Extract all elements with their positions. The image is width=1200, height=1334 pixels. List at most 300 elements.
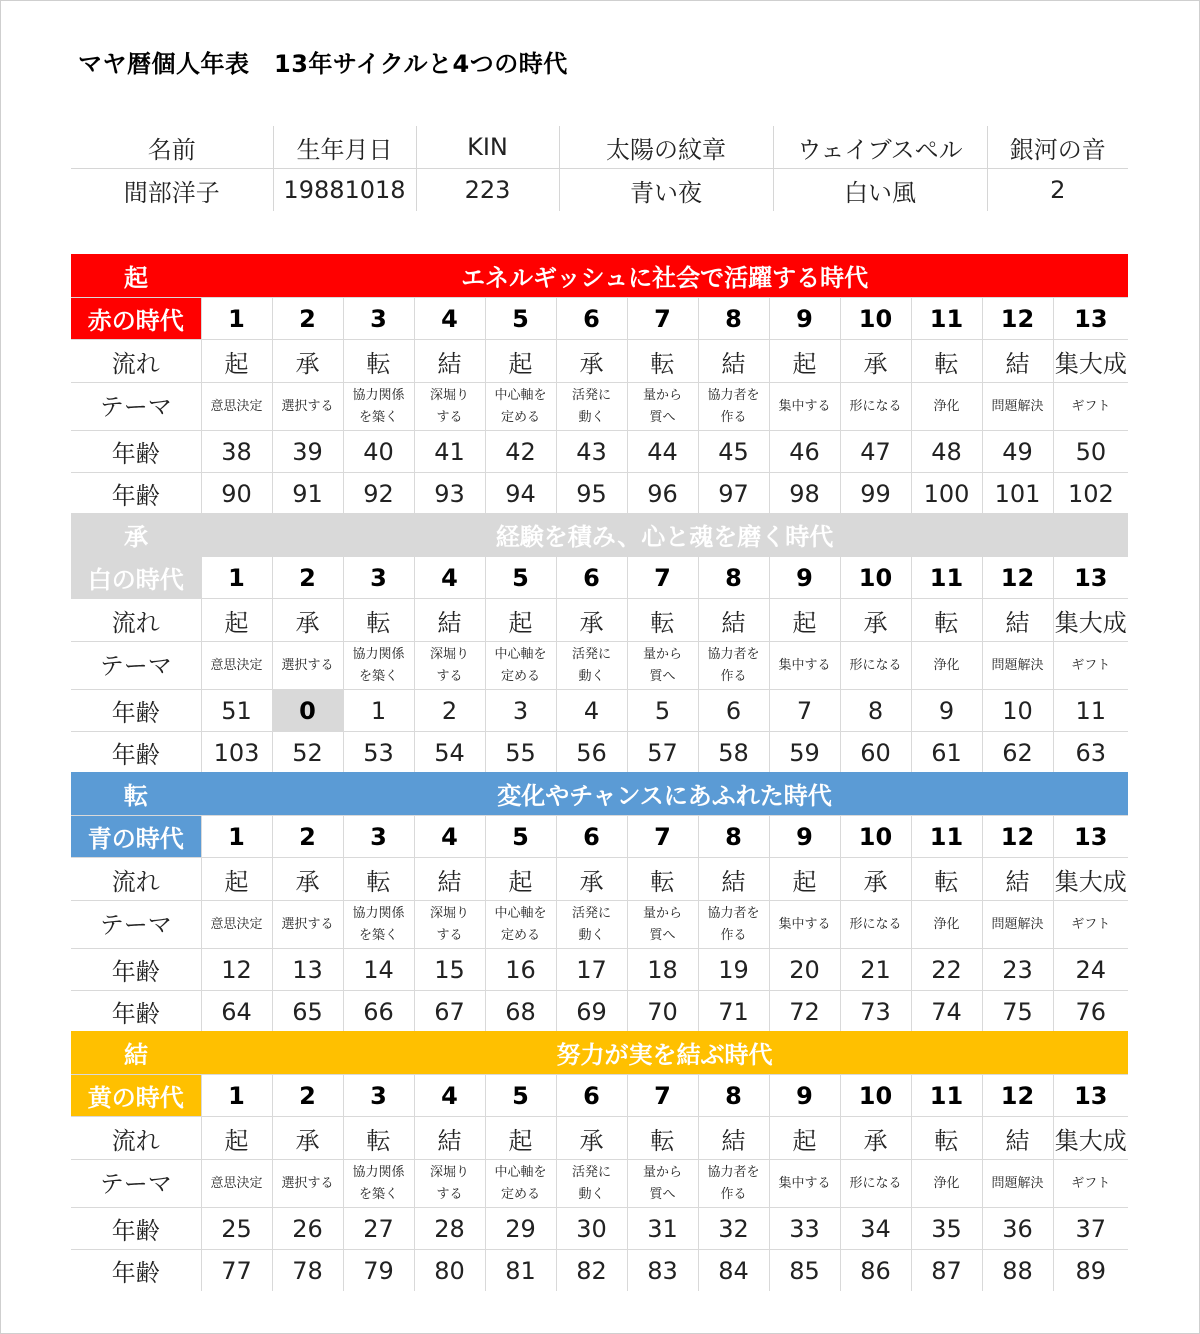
era-kanji: 起	[124, 264, 148, 292]
age-cell: 32	[698, 1208, 769, 1250]
age-cell: 4	[556, 690, 627, 732]
theme-line: 協力者を	[707, 387, 760, 403]
theme-row	[71, 901, 1128, 949]
age-cell: 16	[485, 949, 556, 991]
age-cell: 64	[201, 991, 272, 1033]
cycle-number-row	[71, 1075, 1128, 1117]
cycle-number: 6	[556, 1075, 627, 1117]
theme-cell	[1053, 1160, 1128, 1208]
profile-value-solar-seal: 青い夜	[559, 169, 773, 212]
theme-line: 選択する	[281, 398, 334, 414]
theme-cell	[272, 642, 343, 690]
age-cell: 23	[982, 949, 1053, 991]
age-cell: 46	[769, 431, 840, 473]
theme-line: 意思決定	[210, 398, 263, 414]
cycle-number: 2	[272, 557, 343, 599]
age-row	[71, 732, 1128, 774]
cycle-number: 5	[485, 298, 556, 340]
current-age-cell: 0	[272, 690, 343, 732]
profile-header-name: 名前	[71, 126, 273, 169]
era-name: 黄の時代	[71, 1075, 201, 1117]
age-cell: 12	[201, 949, 272, 991]
era-description: 変化やチャンスにあふれた時代	[497, 782, 832, 810]
age-cell: 3	[485, 690, 556, 732]
age-cell: 38	[201, 431, 272, 473]
cycle-number: 1	[201, 557, 272, 599]
age-cell: 93	[414, 473, 485, 515]
age-cell: 61	[911, 732, 982, 774]
age-cell: 44	[627, 431, 698, 473]
theme-cell	[769, 642, 840, 690]
age-cell: 91	[272, 473, 343, 515]
age-cell: 72	[769, 991, 840, 1033]
age-cell: 73	[840, 991, 911, 1033]
age-cell: 63	[1053, 732, 1128, 774]
theme-line: 動く	[578, 668, 605, 684]
theme-line: 深堀り	[429, 905, 469, 921]
flow-cell: 結	[698, 858, 769, 901]
cycle-number: 8	[698, 557, 769, 599]
theme-line: 活発に	[571, 905, 611, 921]
age-cell: 25	[201, 1208, 272, 1250]
cycle-number: 12	[982, 816, 1053, 858]
era-description: 経験を積み、心と魂を磨く時代	[495, 523, 834, 551]
age-cell: 1	[343, 690, 414, 732]
flow-cell: 結	[698, 599, 769, 642]
age-cell: 100	[911, 473, 982, 515]
flow-cell: 転	[343, 599, 414, 642]
age-cell: 13	[272, 949, 343, 991]
age-cell: 7	[769, 690, 840, 732]
age-cell: 19	[698, 949, 769, 991]
cycle-number: 3	[343, 1075, 414, 1117]
flow-cell: 起	[201, 599, 272, 642]
row-label-age: 年齢	[71, 991, 201, 1033]
flow-cell: 結	[982, 1117, 1053, 1160]
flow-cell: 結	[982, 599, 1053, 642]
cycle-number: 1	[201, 1075, 272, 1117]
theme-cell	[911, 901, 982, 949]
age-cell: 22	[911, 949, 982, 991]
theme-cell	[485, 642, 556, 690]
cycle-number: 1	[201, 298, 272, 340]
age-cell: 60	[840, 732, 911, 774]
profile-header-row	[71, 126, 1128, 169]
theme-cell	[414, 383, 485, 431]
theme-cell	[485, 901, 556, 949]
theme-cell	[414, 1160, 485, 1208]
flow-cell: 起	[201, 858, 272, 901]
age-cell: 30	[556, 1208, 627, 1250]
row-label-age: 年齢	[71, 1208, 201, 1250]
age-cell: 34	[840, 1208, 911, 1250]
age-cell: 88	[982, 1250, 1053, 1292]
flow-cell: 結	[414, 858, 485, 901]
age-cell: 70	[627, 991, 698, 1033]
profile-header-solar-seal: 太陽の紋章	[559, 126, 773, 169]
theme-line: 形になる	[849, 657, 902, 673]
flow-cell: 承	[556, 340, 627, 383]
flow-cell: 承	[272, 1117, 343, 1160]
theme-line: 意思決定	[210, 657, 263, 673]
theme-line: する	[436, 1186, 463, 1202]
flow-cell: 転	[627, 340, 698, 383]
flow-cell: 転	[911, 340, 982, 383]
cycle-number: 5	[485, 1075, 556, 1117]
flow-cell: 転	[911, 1117, 982, 1160]
age-cell: 75	[982, 991, 1053, 1033]
theme-cell	[556, 383, 627, 431]
theme-line: 定める	[500, 668, 540, 684]
theme-line: を築く	[358, 668, 398, 684]
row-label-theme: テーマ	[71, 1160, 201, 1208]
row-label-age: 年齢	[71, 690, 201, 732]
theme-line: 活発に	[571, 646, 611, 662]
age-cell: 49	[982, 431, 1053, 473]
age-cell: 90	[201, 473, 272, 515]
flow-cell: 起	[201, 340, 272, 383]
theme-line: 問題解決	[991, 398, 1044, 414]
theme-line: 問題解決	[991, 1175, 1044, 1191]
age-cell: 41	[414, 431, 485, 473]
row-label-age: 年齢	[71, 1250, 201, 1292]
cycle-number: 7	[627, 298, 698, 340]
theme-cell	[414, 642, 485, 690]
flow-cell: 承	[556, 858, 627, 901]
theme-line: 選択する	[281, 657, 334, 673]
flow-cell: 結	[982, 340, 1053, 383]
age-row	[71, 473, 1128, 515]
flow-cell: 起	[201, 1117, 272, 1160]
age-cell: 47	[840, 431, 911, 473]
age-cell: 87	[911, 1250, 982, 1292]
cycle-number: 12	[982, 557, 1053, 599]
age-cell: 54	[414, 732, 485, 774]
flow-cell: 結	[698, 1117, 769, 1160]
theme-line: 中心軸を	[494, 646, 547, 662]
theme-line: 深堀り	[429, 646, 469, 662]
flow-cell: 承	[556, 1117, 627, 1160]
cycle-number: 13	[1053, 298, 1128, 340]
age-cell: 102	[1053, 473, 1128, 515]
theme-line: 中心軸を	[494, 387, 547, 403]
flow-cell: 集大成	[1053, 340, 1128, 383]
cycle-number: 13	[1053, 1075, 1128, 1117]
flow-cell: 転	[627, 599, 698, 642]
theme-line: 浄化	[933, 916, 960, 932]
era-name: 赤の時代	[71, 298, 201, 340]
theme-line: 定める	[500, 927, 540, 943]
theme-cell	[627, 642, 698, 690]
age-cell: 29	[485, 1208, 556, 1250]
theme-line: 形になる	[849, 1175, 902, 1191]
theme-line: 集中する	[778, 916, 831, 932]
flow-cell: 転	[343, 1117, 414, 1160]
profile-header-birthdate: 生年月日	[273, 126, 416, 169]
row-label-theme: テーマ	[71, 642, 201, 690]
theme-line: 中心軸を	[494, 1164, 547, 1180]
theme-line: 作る	[720, 1186, 747, 1202]
flow-cell: 転	[627, 858, 698, 901]
row-label-theme: テーマ	[71, 383, 201, 431]
era-name: 白の時代	[71, 557, 201, 599]
flow-cell: 転	[343, 340, 414, 383]
age-row	[71, 1250, 1128, 1292]
flow-cell: 承	[272, 858, 343, 901]
profile-table	[71, 126, 1128, 211]
theme-line: 量から	[642, 905, 682, 921]
theme-cell	[272, 383, 343, 431]
profile-header-kin: KIN	[416, 126, 559, 169]
age-cell: 62	[982, 732, 1053, 774]
theme-cell	[201, 901, 272, 949]
theme-cell	[272, 1160, 343, 1208]
theme-cell	[911, 642, 982, 690]
age-cell: 89	[1053, 1250, 1128, 1292]
age-cell: 15	[414, 949, 485, 991]
flow-cell: 承	[556, 599, 627, 642]
flow-cell: 起	[485, 858, 556, 901]
theme-cell	[698, 642, 769, 690]
age-cell: 94	[485, 473, 556, 515]
theme-line: 活発に	[571, 387, 611, 403]
age-cell: 101	[982, 473, 1053, 515]
flow-row	[71, 599, 1128, 642]
age-cell: 27	[343, 1208, 414, 1250]
theme-line: 問題解決	[991, 916, 1044, 932]
age-cell: 8	[840, 690, 911, 732]
age-cell: 51	[201, 690, 272, 732]
age-cell: 20	[769, 949, 840, 991]
theme-cell	[343, 642, 414, 690]
theme-row	[71, 383, 1128, 431]
age-cell: 80	[414, 1250, 485, 1292]
theme-cell	[911, 1160, 982, 1208]
theme-cell	[201, 383, 272, 431]
theme-line: 協力者を	[707, 905, 760, 921]
row-label-age: 年齢	[71, 431, 201, 473]
cycle-number: 11	[911, 816, 982, 858]
cycle-number: 10	[840, 557, 911, 599]
age-cell: 83	[627, 1250, 698, 1292]
era-description: 努力が実を結ぶ時代	[556, 1041, 773, 1069]
flow-cell: 承	[272, 340, 343, 383]
cycle-number: 12	[982, 1075, 1053, 1117]
age-cell: 9	[911, 690, 982, 732]
theme-cell	[556, 642, 627, 690]
row-label-theme: テーマ	[71, 901, 201, 949]
theme-cell	[911, 383, 982, 431]
flow-row	[71, 1117, 1128, 1160]
theme-cell	[840, 1160, 911, 1208]
age-cell: 95	[556, 473, 627, 515]
flow-cell: 起	[485, 1117, 556, 1160]
age-cell: 2	[414, 690, 485, 732]
flow-cell: 転	[911, 599, 982, 642]
flow-cell: 承	[272, 599, 343, 642]
theme-line: を築く	[358, 927, 398, 943]
age-cell: 52	[272, 732, 343, 774]
age-cell: 56	[556, 732, 627, 774]
profile-value-birthdate: 19881018	[273, 169, 416, 212]
age-cell: 14	[343, 949, 414, 991]
theme-line: 作る	[720, 668, 747, 684]
theme-line: 動く	[578, 1186, 605, 1202]
theme-line: する	[436, 668, 463, 684]
era-kanji: 転	[124, 782, 148, 810]
age-cell: 33	[769, 1208, 840, 1250]
cycle-number: 7	[627, 816, 698, 858]
era-table	[71, 772, 1128, 1032]
cycle-number: 3	[343, 298, 414, 340]
profile-value-wavespell: 白い風	[773, 169, 987, 212]
age-cell: 11	[1053, 690, 1128, 732]
theme-cell	[627, 901, 698, 949]
profile-value-name: 間部洋子	[123, 178, 220, 207]
age-cell: 50	[1053, 431, 1128, 473]
age-cell: 43	[556, 431, 627, 473]
theme-line: 形になる	[849, 916, 902, 932]
age-cell: 59	[769, 732, 840, 774]
age-row	[71, 1208, 1128, 1250]
age-cell: 36	[982, 1208, 1053, 1250]
theme-cell	[698, 901, 769, 949]
flow-cell: 集大成	[1053, 858, 1128, 901]
age-cell: 10	[982, 690, 1053, 732]
theme-line: 浄化	[933, 398, 960, 414]
era-table	[71, 513, 1128, 773]
age-cell: 17	[556, 949, 627, 991]
theme-cell	[840, 383, 911, 431]
theme-line: 形になる	[849, 398, 902, 414]
cycle-number-row	[71, 298, 1128, 340]
theme-cell	[627, 1160, 698, 1208]
cycle-number: 8	[698, 1075, 769, 1117]
cycle-number: 6	[556, 298, 627, 340]
row-label-flow: 流れ	[71, 858, 201, 901]
theme-cell	[485, 383, 556, 431]
profile-value-galactic-tone: 2	[987, 169, 1128, 212]
row-label-age: 年齢	[71, 473, 201, 515]
theme-line: 集中する	[778, 398, 831, 414]
row-label-flow: 流れ	[71, 340, 201, 383]
age-cell: 92	[343, 473, 414, 515]
age-cell: 18	[627, 949, 698, 991]
theme-line: 問題解決	[991, 657, 1044, 673]
cycle-number-row	[71, 816, 1128, 858]
theme-line: 浄化	[933, 657, 960, 673]
cycle-number: 13	[1053, 816, 1128, 858]
theme-line: 活発に	[571, 1164, 611, 1180]
flow-cell: 起	[485, 599, 556, 642]
theme-line: 協力者を	[707, 646, 760, 662]
theme-cell	[343, 901, 414, 949]
theme-cell	[698, 1160, 769, 1208]
flow-row	[71, 858, 1128, 901]
theme-cell	[982, 642, 1053, 690]
age-cell: 77	[201, 1250, 272, 1292]
flow-cell: 転	[911, 858, 982, 901]
cycle-number: 13	[1053, 557, 1128, 599]
age-cell: 67	[414, 991, 485, 1033]
cycle-number: 11	[911, 298, 982, 340]
theme-line: 作る	[720, 927, 747, 943]
flow-cell: 承	[840, 599, 911, 642]
theme-cell	[1053, 383, 1128, 431]
cycle-number: 10	[840, 298, 911, 340]
theme-cell	[556, 1160, 627, 1208]
era-header-row	[71, 772, 1128, 816]
age-cell: 5	[627, 690, 698, 732]
flow-cell: 承	[840, 340, 911, 383]
row-label-flow: 流れ	[71, 599, 201, 642]
cycle-number: 4	[414, 557, 485, 599]
theme-line: 質へ	[649, 668, 676, 684]
flow-row	[71, 340, 1128, 383]
age-cell: 98	[769, 473, 840, 515]
cycle-number: 4	[414, 816, 485, 858]
age-cell: 28	[414, 1208, 485, 1250]
theme-line: 動く	[578, 927, 605, 943]
age-cell: 74	[911, 991, 982, 1033]
age-cell: 86	[840, 1250, 911, 1292]
row-label-flow: 流れ	[71, 1117, 201, 1160]
age-cell: 37	[1053, 1208, 1128, 1250]
age-cell: 31	[627, 1208, 698, 1250]
theme-cell	[769, 1160, 840, 1208]
theme-line: 協力者を	[707, 1164, 760, 1180]
age-cell: 6	[698, 690, 769, 732]
theme-line: ギフト	[1071, 916, 1111, 932]
theme-line: 量から	[642, 1164, 682, 1180]
theme-line: 質へ	[649, 927, 676, 943]
theme-cell	[201, 1160, 272, 1208]
flow-cell: 結	[414, 1117, 485, 1160]
age-row	[71, 991, 1128, 1033]
era-kanji: 結	[124, 1041, 148, 1069]
theme-cell	[698, 383, 769, 431]
theme-line: 中心軸を	[494, 905, 547, 921]
cycle-number: 8	[698, 298, 769, 340]
theme-line: する	[436, 409, 463, 425]
theme-cell	[982, 383, 1053, 431]
age-cell: 78	[272, 1250, 343, 1292]
cycle-number: 9	[769, 816, 840, 858]
cycle-number: 2	[272, 1075, 343, 1117]
theme-line: 選択する	[281, 1175, 334, 1191]
age-row	[71, 431, 1128, 473]
flow-cell: 集大成	[1053, 599, 1128, 642]
theme-line: 協力関係	[352, 646, 405, 662]
theme-cell	[982, 1160, 1053, 1208]
age-cell: 57	[627, 732, 698, 774]
theme-line: 量から	[642, 646, 682, 662]
age-cell: 103	[201, 732, 272, 774]
age-cell: 26	[272, 1208, 343, 1250]
theme-cell	[556, 901, 627, 949]
flow-cell: 起	[485, 340, 556, 383]
theme-line: 定める	[500, 409, 540, 425]
age-cell: 79	[343, 1250, 414, 1292]
theme-cell	[840, 901, 911, 949]
era-table	[71, 254, 1128, 514]
row-label-age: 年齢	[71, 732, 201, 774]
theme-line: 浄化	[933, 1175, 960, 1191]
age-cell: 40	[343, 431, 414, 473]
age-row	[71, 949, 1128, 991]
cycle-number-row	[71, 557, 1128, 599]
theme-cell	[414, 901, 485, 949]
